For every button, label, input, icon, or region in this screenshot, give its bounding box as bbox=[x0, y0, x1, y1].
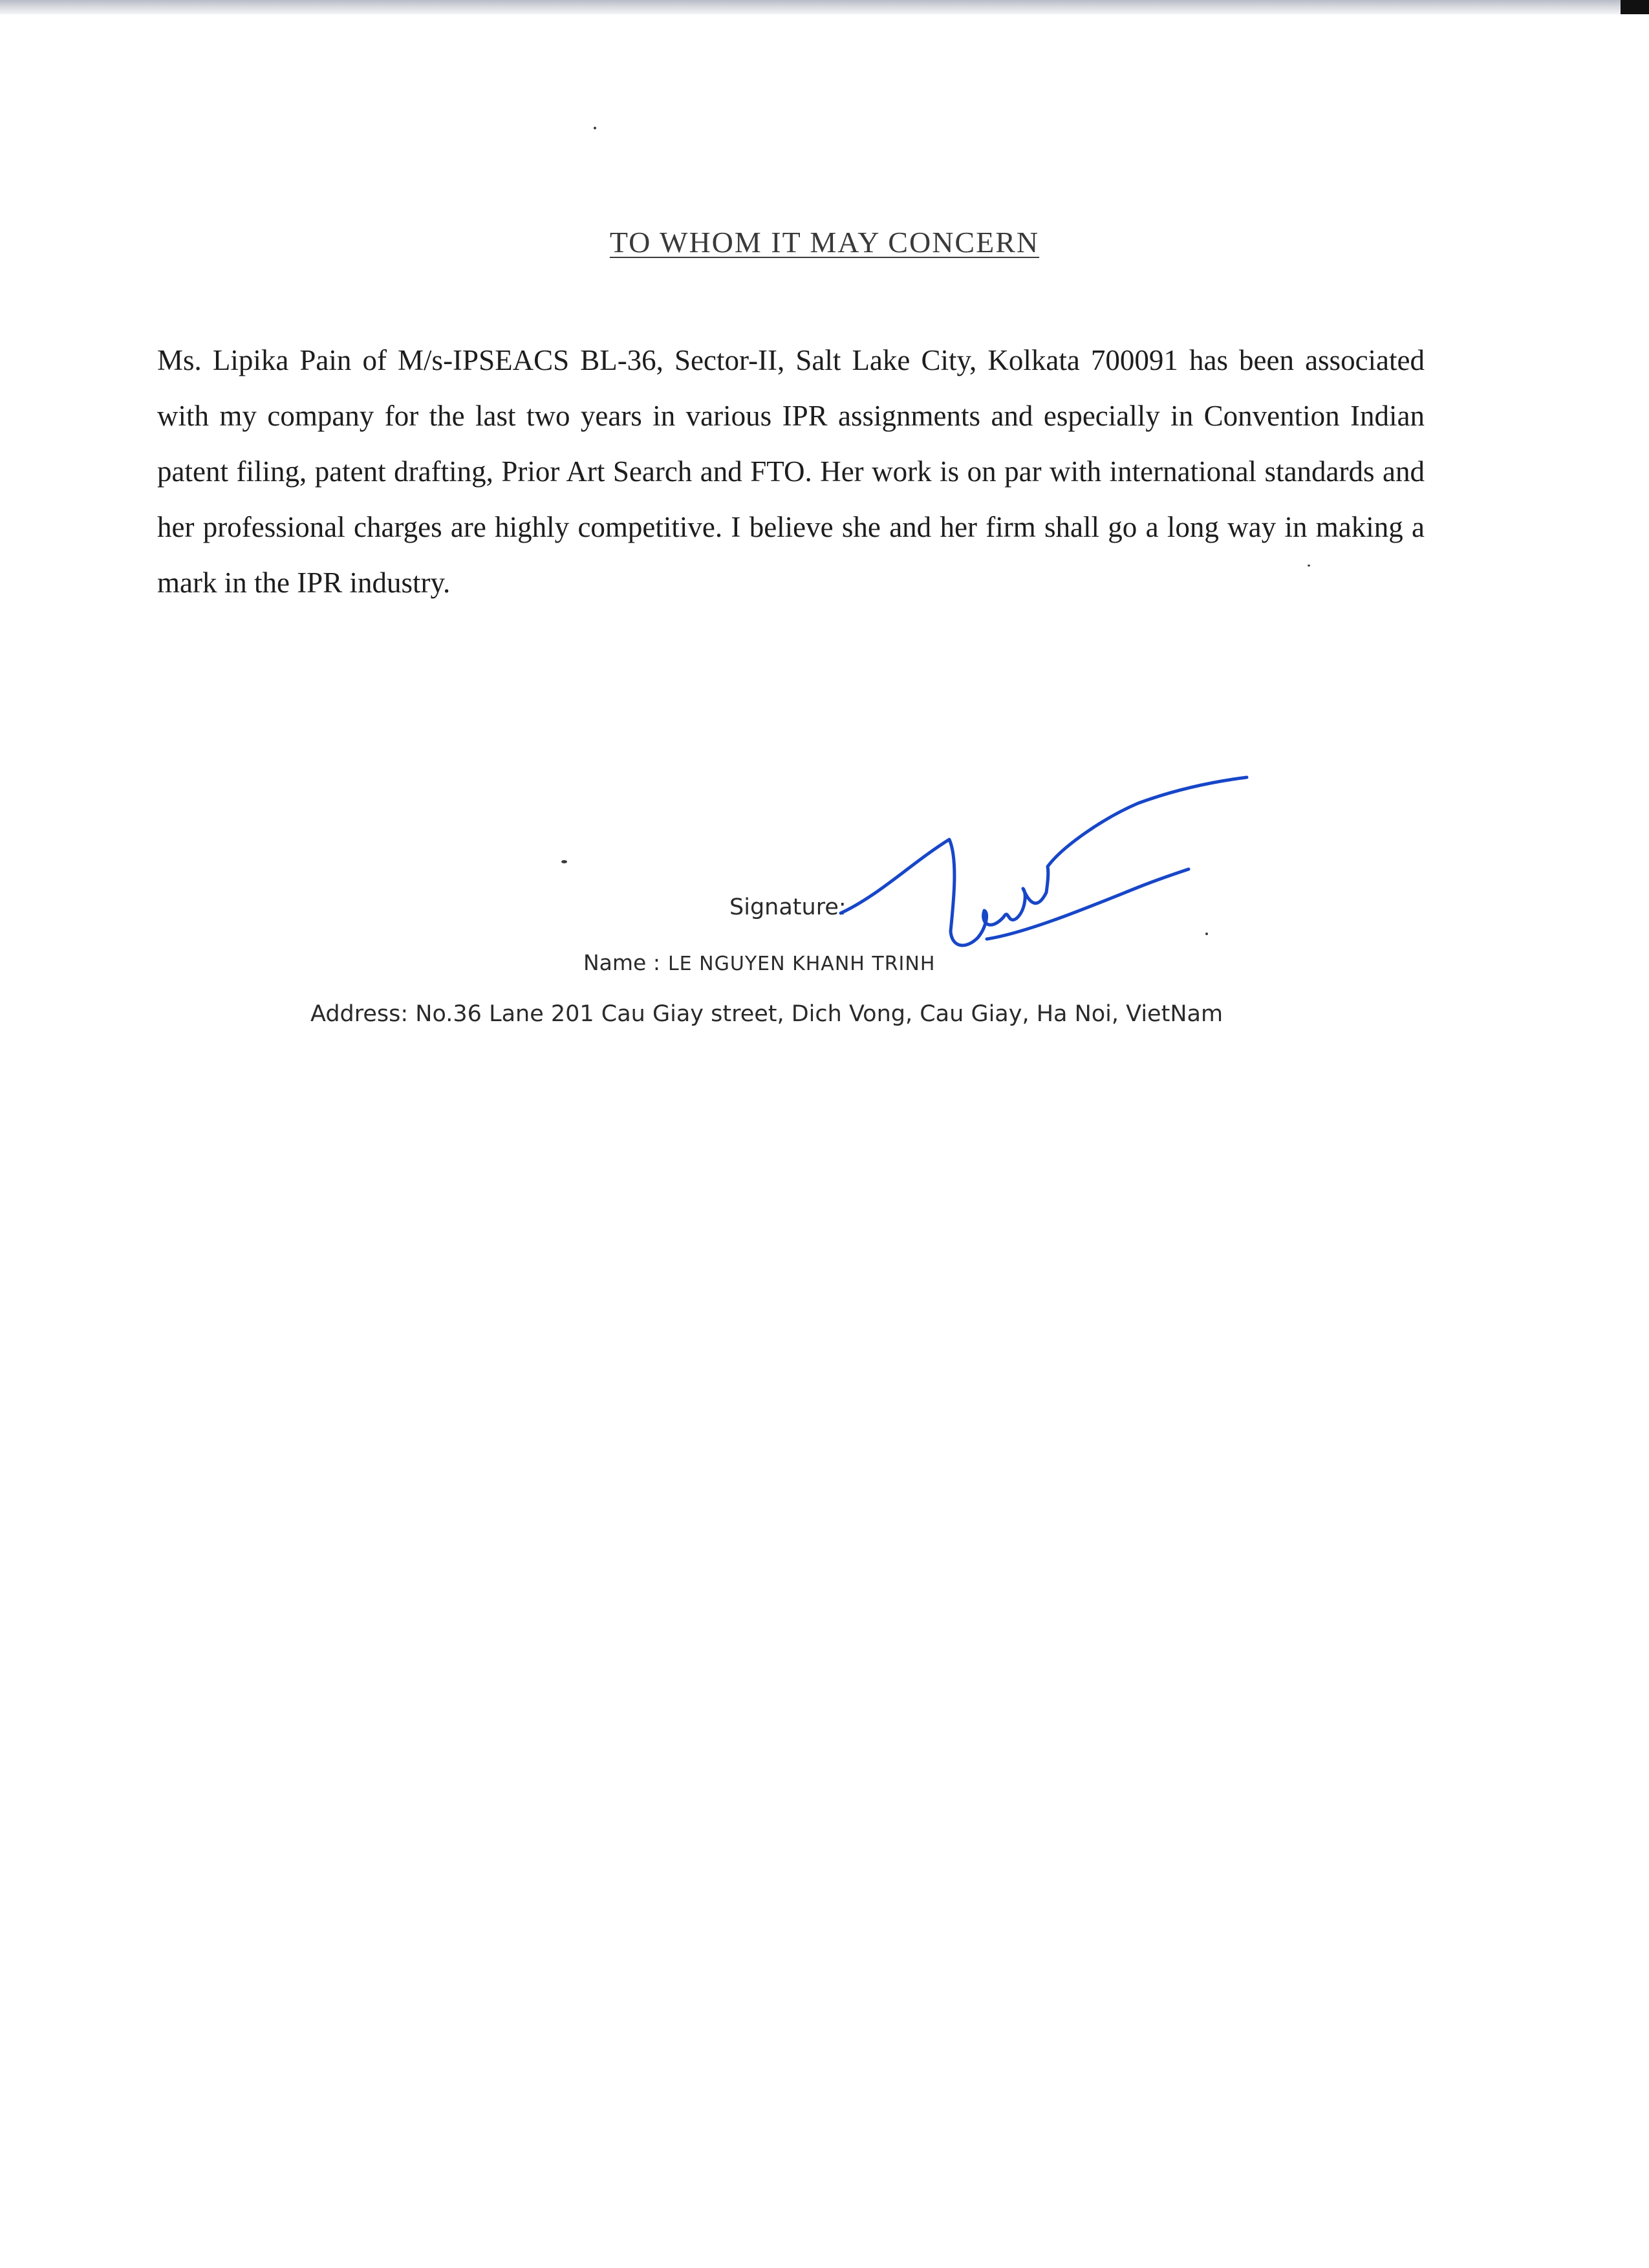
name-label: Name : bbox=[583, 950, 660, 975]
letter-heading: TO WHOM IT MAY CONCERN bbox=[609, 226, 1040, 259]
scan-corner-mark bbox=[1621, 0, 1649, 14]
handwritten-signature bbox=[834, 763, 1261, 983]
scan-speck bbox=[594, 127, 596, 129]
letter-body: Ms. Lipika Pain of M/s-IPSEACS BL-36, Sector-II, Salt Lake City, Kolkata 700091 has been associated with my company for the last two years in various IPR assignments and especially in Convention Indian patent filing, patent drafting, Prior Art Search and FTO. Her work is on par with international standards and her professional charges are highly competitive. I believe she and her firm shall go a long way in making a mark in the IPR industry. bbox=[157, 344, 1425, 599]
signature-label: Signature: bbox=[729, 894, 846, 920]
signature-strokes bbox=[841, 777, 1247, 945]
signature-stroke bbox=[987, 869, 1189, 939]
name-value: LE NGUYEN KHANH TRINH bbox=[667, 953, 936, 975]
scan-edge-top bbox=[0, 0, 1649, 14]
scan-speck bbox=[561, 860, 567, 863]
address-line: Address: No.36 Lane 201 Cau Giay street, Dich Vong, Cau Giay, Ha Noi, VietNam bbox=[310, 1001, 1223, 1027]
signature-stroke bbox=[841, 777, 1247, 945]
